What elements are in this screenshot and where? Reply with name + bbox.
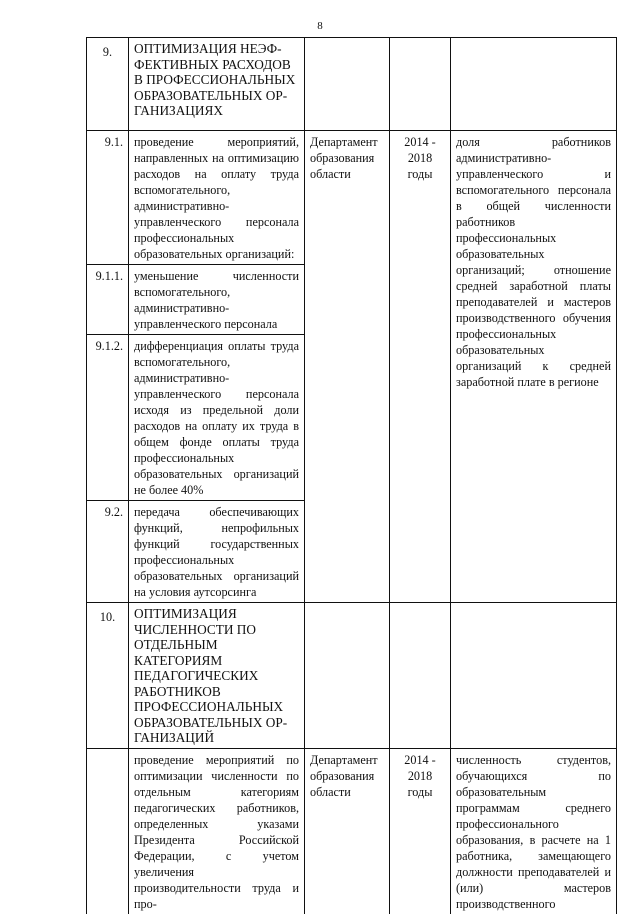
empty-cell bbox=[451, 603, 617, 749]
table-row bbox=[87, 131, 617, 265]
period-cell: 2014 - 2018 годы bbox=[390, 748, 451, 914]
measure-text: уменьшение численности вспомогательного, административно-управленческого персонала bbox=[129, 265, 305, 335]
row-number: 9. bbox=[87, 38, 129, 131]
empty-cell bbox=[390, 38, 451, 131]
period-cell: 2014 - 2018 годы bbox=[390, 131, 451, 603]
measure-text: передача обеспечивающих функций, непрофильных функций государственных профессиональных образовательных организаций на условия аутсорсинга bbox=[129, 501, 305, 603]
row-number: 9.1.2. bbox=[87, 335, 129, 501]
row-number bbox=[87, 748, 129, 914]
row-number: 9.1.1. bbox=[87, 265, 129, 335]
measure-text: проведение мероприятий по оптимизации численности по отдельным категориям педагогических работников, определенных указами Президента Российской Федерации, с учетом увеличения производительности труда и про- bbox=[129, 748, 305, 914]
row-number: 9.1. bbox=[87, 131, 129, 265]
indicator-cell: доля работников административно-управленческого и вспомогательного персонала в общей численности работников профессиональных образовательных организаций; отношение средней заработной платы преподавателей и мастеров производственного обучения профессиональных образовательных организаций к средней заработной плате в регионе bbox=[451, 131, 617, 603]
table-row bbox=[87, 748, 617, 914]
empty-cell bbox=[451, 38, 617, 131]
measure-text: дифференциация оплаты труда вспомогательного, административно-управленческого персонала исходя из предельной доли расходов на оплату их труда в общем фонде оплаты труда профессиональных образовательных организаций не более 40% bbox=[129, 335, 305, 501]
executor-cell: Департамент образования области bbox=[305, 748, 390, 914]
empty-cell bbox=[305, 603, 390, 749]
section-row-9 bbox=[87, 38, 617, 131]
empty-cell bbox=[305, 38, 390, 131]
indicator-cell: численность студентов, обучающихся по образовательным программам среднего профессионального образования, в расчете на 1 работника, замещающего должности преподавателей и (или) мастеров производственного bbox=[451, 748, 617, 914]
measure-text: проведение мероприятий, направленных на оптимизацию расходов на оплату труда вспомогательного, административно-управленческого персонала профессиональных образовательных организаций: bbox=[129, 131, 305, 265]
row-number: 9.2. bbox=[87, 501, 129, 603]
action-plan-table bbox=[86, 37, 617, 914]
executor-cell: Департамент образования области bbox=[305, 131, 390, 603]
row-number: 10. bbox=[87, 603, 129, 749]
section-title: ОПТИМИЗАЦИЯ ЧИСЛЕННОСТИ ПО ОТДЕЛЬНЫМ КАТЕГОРИЯМ ПЕДАГОГИЧЕСКИХ РАБОТНИКОВ ПРОФЕССИОНАЛЬНЫХ ОБРАЗОВАТЕЛЬНЫХ ОР-ГАНИЗАЦИЙ bbox=[129, 603, 305, 749]
empty-cell bbox=[390, 603, 451, 749]
section-title: ОПТИМИЗАЦИЯ НЕЭФ-ФЕКТИВНЫХ РАСХОДОВ В ПРОФЕССИОНАЛЬНЫХ ОБРАЗОВАТЕЛЬНЫХ ОР-ГАНИЗАЦИЯХ bbox=[129, 38, 305, 131]
section-row-10 bbox=[87, 603, 617, 749]
page-number: 8 bbox=[317, 20, 323, 32]
